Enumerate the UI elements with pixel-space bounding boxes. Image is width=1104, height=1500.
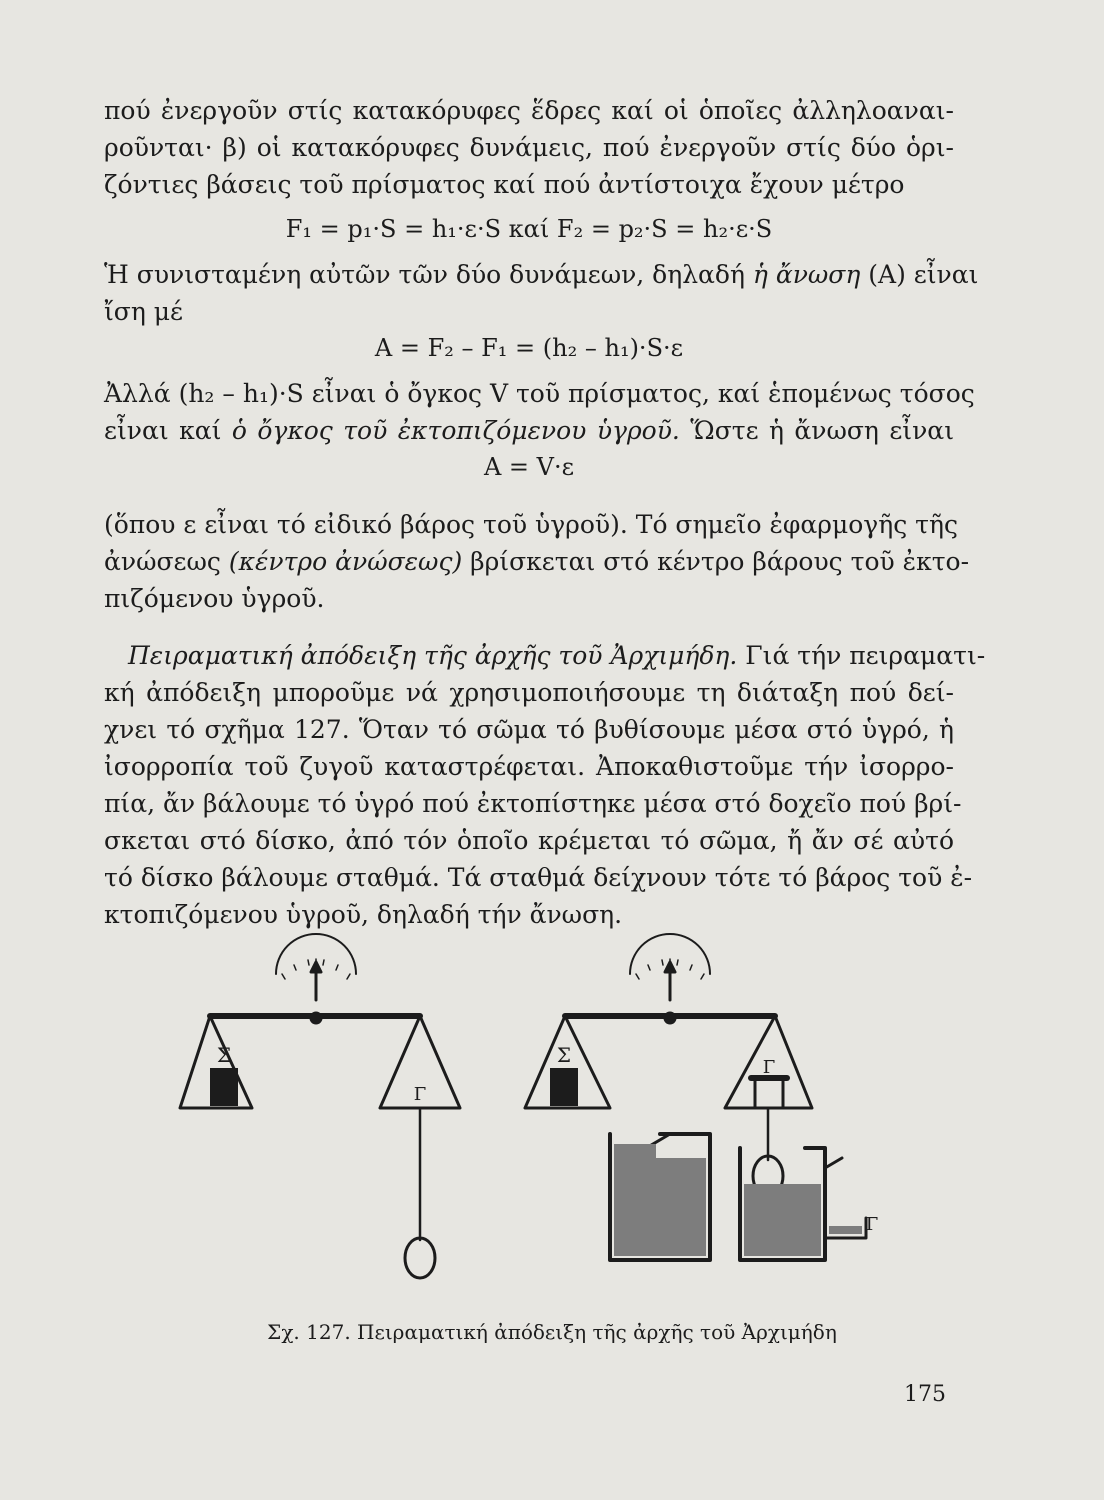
text-line: Ἀλλά (h₂ – h₁)·S εἶναι ὁ ὄγκος V τοῦ πρίσματος, καί ἑπομένως τόσος [104, 379, 975, 408]
label-weight-left: Σ [216, 1043, 232, 1067]
formula-forces: F₁ = p₁·S = h₁·ε·S καί F₂ = p₂·S = h₂·ε·S [285, 215, 773, 243]
page-number: 175 [904, 1382, 946, 1407]
text-line: πιζόμενου ὑγροῦ. [104, 584, 325, 613]
text-line: ἀνώσεως (κέντρο ἀνώσεως) βρίσκεται στό κέντρο βάρους τοῦ ἐκτο- [104, 547, 970, 576]
formula-volume: A = V·ε [483, 453, 575, 481]
figure-caption: Σχ. 127. Πειραματική ἀπόδειξη τῆς ἀρχῆς τοῦ Ἀρχιμήδη [267, 1320, 837, 1344]
weight-block-left [210, 1068, 238, 1106]
term-center-of-buoyancy: (κέντρο ἀνώσεως) [228, 547, 463, 576]
text-line: πού ἐνεργοῦν στίς κατακόρυφες ἕδρες καί οἱ ὁποῖες ἀλληλοαναι- [104, 96, 954, 125]
section-heading: Πειραματική ἀπόδειξη τῆς ἀρχῆς τοῦ Ἀρχιμήδη. [128, 641, 738, 670]
weight-block-right [550, 1068, 578, 1106]
text-line: τό δίσκο βάλουμε σταθμά. Τά σταθμά δείχνουν τότε τό βάρος τοῦ ἐ- [104, 863, 973, 892]
text-line: κή ἀπόδειξη μποροῦμε νά χρησιμοποιήσουμε τη διάταξη πού δεί- [104, 678, 954, 707]
text-line: ἰσορροπία τοῦ ζυγοῦ καταστρέφεται. Ἀποκαθιστοῦμε τήν ἰσορρο- [104, 752, 954, 781]
text-line: χνει τό σχῆμα 127. Ὅταν τό σῶμα τό βυθίσουμε μέσα στό ὑγρό, ἡ [104, 715, 954, 744]
body-text [104, 92, 986, 933]
term-buoyancy: ἡ ἄνωση [752, 260, 861, 289]
label-container: Γ [865, 1214, 879, 1235]
formula-buoyancy: A = F₂ – F₁ = (h₂ – h₁)·S·ε [374, 334, 684, 362]
liquid-beaker [744, 1184, 821, 1256]
figure-balance-diagram [180, 948, 880, 1278]
liquid-vessel [614, 1144, 706, 1256]
text-line: ζόντιες βάσεις τοῦ πρίσματος καί πού ἀντίστοιχα ἔχουν μέτρο [104, 170, 905, 199]
text-line: σκεται στό δίσκο, ἀπό τόν ὁποῖο κρέμεται τό σῶμα, ἤ ἄν σέ αὐτό [104, 826, 954, 855]
text-line: Πειραματική ἀπόδειξη τῆς ἀρχῆς τοῦ Ἀρχιμήδη. Γιά τήν πειραματι- [128, 641, 986, 670]
text-line: πία, ἄν βάλουμε τό ὑγρό πού ἐκτοπίστηκε μέσα στό δοχεῖο πού βρί- [104, 789, 962, 818]
text-line: εἶναι καί ὁ ὄγκος τοῦ ἐκτοπιζόμενου ὑγροῦ. Ὥστε ἡ ἄνωση εἶναι [104, 416, 954, 445]
term-displaced-volume: ὁ ὄγκος τοῦ ἐκτοπιζόμενου ὑγροῦ. [231, 416, 680, 445]
text-line: Ἡ συνισταμένη αὐτῶν τῶν δύο δυνάμεων, δηλαδή ἡ ἄνωση (A) εἶναι [104, 260, 979, 289]
text-line: ροῦνται· β) οἱ κατακόρυφες δυνάμεις, πού ἐνεργοῦν στίς δύο ὁρι- [104, 133, 954, 162]
text-line: κτοπιζόμενου ὑγροῦ, δηλαδή τήν ἄνωση. [104, 900, 623, 929]
text-line: ἴση μέ [104, 297, 183, 326]
label-weight-right: Σ [556, 1043, 572, 1067]
label-body-left: Γ [413, 1084, 427, 1105]
liquid-small-container [829, 1226, 862, 1234]
label-body-right: Γ [762, 1057, 776, 1078]
text-line: (ὅπου ε εἶναι τό εἰδικό βάρος τοῦ ὑγροῦ). Τό σημεῖο ἐφαρμογῆς τῆς [104, 510, 958, 539]
